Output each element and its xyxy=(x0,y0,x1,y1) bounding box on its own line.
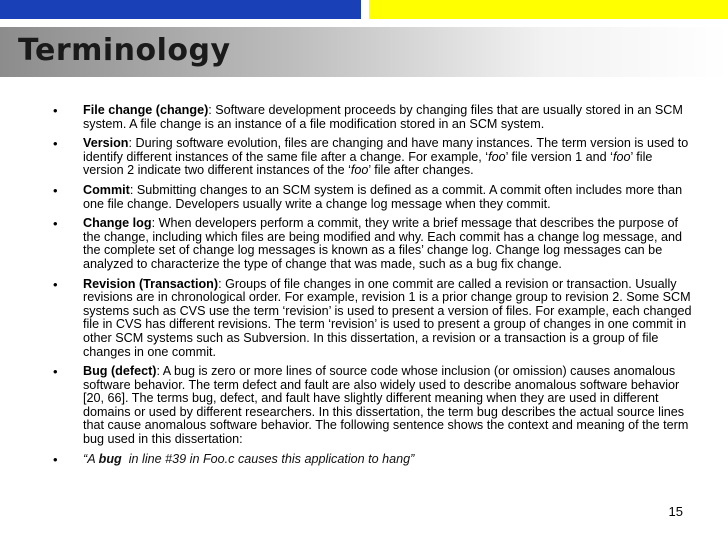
foo-italic: foo xyxy=(612,149,631,164)
foo-italic: foo xyxy=(350,163,369,178)
quote-close: in line #39 in Foo.c causes this application to hang” xyxy=(121,451,415,466)
top-bar-blue xyxy=(0,0,361,19)
term-label: Bug (defect) xyxy=(83,364,157,379)
term-definition: : Groups of file changes in one commit are called a revision or transaction. Usually revisions are in chronological order. For example, revision 1 is a prior change group to revision 2. Some SCM systems such as CVS use the term ‘revision’ is used to present a version of files. For example, each changed file in CVS has different revisions. The term ‘revision’ is used to present a group of changes in one commit in other SCM systems such as Subversion. In this dissertation, a revision or a transaction is a group of file changes in one commit. xyxy=(83,276,692,359)
foo-italic: foo xyxy=(488,149,506,164)
bullet-dot-icon: • xyxy=(53,103,58,118)
term-definition: : During software evolution, files are changing and have many instances. The term version is used to identify different instances of the same file after a change. For example, ‘ xyxy=(83,136,689,164)
bullet-dot-icon: • xyxy=(53,276,58,292)
bullet-bug xyxy=(53,365,695,447)
quote-open: “A xyxy=(83,451,99,466)
term-definition: : When developers perform a commit, they write a brief message that describes the purpose of the change, including which files are being modified and why. Each commit has a change log message, and the complete set of change log messages is known as a files’ change log. Change log messages can be analyzed to characterize the type of change that was made, such as a bug fix change. xyxy=(83,216,683,271)
slide-title: Terminology xyxy=(18,33,231,68)
bullet-dot-icon: • xyxy=(53,451,58,467)
term-definition: : Software development proceeds by changing files that are usually stored in an SCM system. A file change is an instance of a file modification stored in an SCM system. xyxy=(83,103,683,131)
term-definition: : Submitting changes to an SCM system is defined as a commit. A commit often includes more than one file change. Developers usually write a change log message when they commit. xyxy=(83,182,683,211)
bullet-dot-icon: • xyxy=(53,364,58,380)
term-definition: ’ file version 1 and ‘ xyxy=(505,149,613,164)
term-definition: : A bug is zero or more lines of source code whose inclusion (or omission) causes anomalous software behavior. The term defect and fault are also widely used to describe anomalous software behavior [20, 66]. The terms bug, defect, and fault have slightly different meaning when they are used in different domains or used by different researchers. In this dissertation, the term bug describes the actual source lines that cause anomalous software behavior. The following sentence shows the context and meaning of the term bug used in this dissertation: xyxy=(83,364,689,447)
term-label: Commit xyxy=(83,182,130,197)
top-bar-yellow xyxy=(369,0,728,19)
bullet-commit xyxy=(53,184,695,211)
bullet-file-change xyxy=(53,104,695,131)
term-label: File change (change) xyxy=(83,103,209,117)
term-label: Revision (Transaction) xyxy=(83,276,219,291)
bug-example-quote xyxy=(83,452,414,466)
page-number: 15 xyxy=(668,504,683,519)
bullet-list xyxy=(53,104,695,466)
slide-body xyxy=(53,104,695,472)
bullet-change-log xyxy=(53,217,695,271)
bullet-revision xyxy=(53,278,695,360)
bullet-quote xyxy=(53,453,695,467)
term-label: Change log xyxy=(83,216,152,231)
term-definition: ’ file after changes. xyxy=(368,163,474,178)
bullet-dot-icon: • xyxy=(53,216,58,232)
term-label: Version xyxy=(83,136,129,151)
bullet-dot-icon: • xyxy=(53,136,58,152)
quote-bold-term: bug xyxy=(98,451,122,466)
bullet-dot-icon: • xyxy=(53,182,58,198)
term-definition: ’ file version 2 indicate two different instances of the ‘ xyxy=(83,149,653,178)
bullet-version xyxy=(53,137,695,178)
